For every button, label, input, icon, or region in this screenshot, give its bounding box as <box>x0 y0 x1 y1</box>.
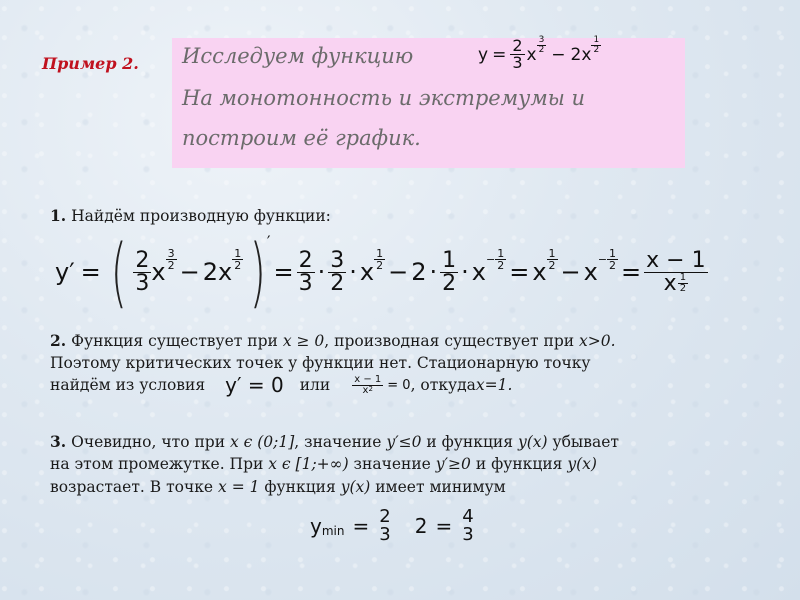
derivative-result: x − 1 x $\frac{1}{2}$ <box>646 247 706 296</box>
derivative-equation: y′ = ( $\frac{2}{3}$ x $\frac{3}{2}$ − 2 x $\frac{1}{2}$ ) ′ = $\frac{2}{3}$ · $\frac{3}{2}$ · x $\frac{1}{2}$ − 2 · $\frac{1}{2}$ · x − $\frac{1}{2}$ = x $\frac{1}{2}$ − x − $\frac{1}{2}$ = x − 1 x $\frac{1}{2}$ <box>55 227 706 316</box>
task-function-formula: y = $\frac{2}{3}$ x $\frac{3}{2}$ − 2 x $\frac{1}{2}$ <box>478 35 600 72</box>
condition-fraction: x − 1 x 2 <box>354 374 382 396</box>
formula-exp1: $\frac{3}{2}$ <box>538 35 545 55</box>
task-line-3: построим её график. <box>182 126 421 150</box>
step1-heading: 1. Найдём производную функции: <box>50 206 331 225</box>
step3-line2: на этом промежутке. При x ϵ [1;+∞) значение y′≥0 и функция y(x) <box>50 455 597 473</box>
step2-line3: найдём из условия y′ = 0 или x − 1 x 2 = 0 , откуда x=1. <box>50 373 513 397</box>
formula-exp2: $\frac{1}{2}$ <box>593 35 600 55</box>
task-line-1: Исследуем функцию <box>182 44 414 68</box>
task-line-2: На монотонность и экстремумы и <box>182 86 586 110</box>
formula-y: y <box>478 44 489 65</box>
task-box <box>172 35 685 168</box>
formula-coef: $\frac{2}{3}$ <box>512 36 523 72</box>
step2-line2: Поэтому критических точек у функции нет. Стационарную точку <box>50 354 591 372</box>
example-label: Пример 2. <box>42 54 139 73</box>
condition-yprime: y′ = 0 <box>225 373 284 397</box>
step3-line1: 3. Очевидно, что при x ϵ (0;1], значение y′≤0 и функция y(x) убывает <box>50 432 619 451</box>
step3-line3: возрастает. В точке x = 1 функция y(x) имеет минимум <box>50 478 506 496</box>
step2-line1: 2. Функция существует при x ≥ 0, производная существует при x>0. <box>50 331 616 350</box>
ymin-equation: y min = 2 3 2 = 4 3 <box>310 506 474 545</box>
